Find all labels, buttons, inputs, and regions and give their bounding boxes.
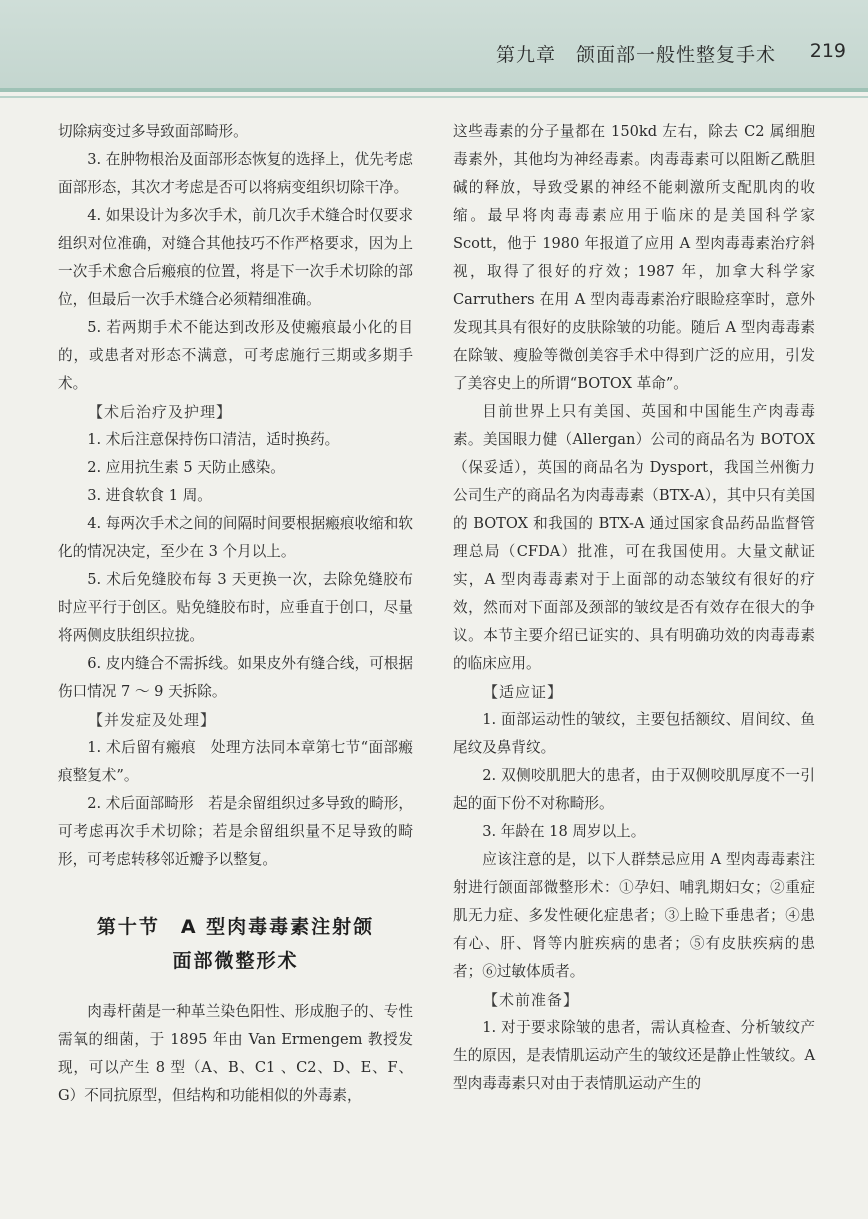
section-title <box>58 910 413 978</box>
list-item: 1. 对于要求除皱的患者，需认真检查、分析皱纹产生的原因，是表情肌运动产生的皱纹还是静止性皱纹。A 型肉毒毒素只对由于表情肌运动产生的 <box>453 1019 815 1092</box>
paragraph: 5. 若两期手术不能达到改形及使瘢痕最小化的目的，或患者对形态不满意，可考虑施行三期或多期手术。 <box>58 319 413 392</box>
subheading-complications: 【并发症及处理】 <box>88 711 217 729</box>
list-item: 2. 应用抗生素 5 天防止感染。 <box>87 459 285 476</box>
list-item: 4. 每两次手术之间的间隔时间要根据瘢痕收缩和软化的情况决定，至少在 3 个月以上。 <box>58 515 413 560</box>
paragraph: 肉毒杆菌是一种革兰染色阳性、形成胞子的、专性需氧的细菌，于 1895 年由 Van Ermengem 教授发现，可以产生 8 型（A、B、C1 、C2、D、E、F、G）不同抗原型，但结构和功能相似的外毒素， <box>58 1003 413 1104</box>
header-rule-thin <box>0 96 868 98</box>
list-item: 2. 术后面部畸形 若是余留组织过多导致的畸形，可考虑再次手术切除；若是余留组织量不足导致的畸形，可考虑转移邻近瓣予以整复。 <box>58 795 413 868</box>
paragraph: 应该注意的是，以下人群禁忌应用 A 型肉毒毒素注射进行颌面部微整形术：①孕妇、哺乳期妇女；②重症肌无力症、多发性硬化症患者；③上睑下垂患者；④患有心、肝、肾等内脏疾病的患者；⑤有皮肤疾病的患者；⑥过敏体质者。 <box>453 851 815 980</box>
paragraph: 目前世界上只有美国、英国和中国能生产肉毒毒素。美国眼力健（Allergan）公司的商品名为 BOTOX（保妥适），英国的商品名为 Dysport，我国兰州衡力公司生产的商品名为肉毒毒素（BTX-A），其中只有美国的 BOTOX 和我国的 BTX-A 通过国家食品药品监督管理总局（CFDA）批准，可在我国使用。大量文献证实，A 型肉毒毒素对于上面部的动态皱纹有很好的疗效，然而对下面部及颈部的皱纹是否有效存在很大的争议。本节主要介绍已证实的、具有明确功效的肉毒毒素的临床应用。 <box>453 403 815 672</box>
page-number: 219 <box>809 40 846 62</box>
subheading-preop-preparation: 【术前准备】 <box>483 991 580 1009</box>
list-item: 3. 进食软食 1 周。 <box>87 487 212 504</box>
section-title-line1: 第十节 A 型肉毒毒素注射颌 <box>96 916 375 938</box>
header-rule <box>0 88 868 92</box>
paragraph: 这些毒素的分子量都在 150kd 左右，除去 C2 属细胞毒素外，其他均为神经毒素。肉毒毒素可以阻断乙酰胆碱的释放，导致受累的神经不能刺激所支配肌肉的收缩。最早将肉毒毒素应用于临床的是美国科学家 Scott，他于 1980 年报道了应用 A 型肉毒毒素治疗斜视，取得了很好的疗效；1987 年，加拿大科学家 Carruthers 在用 A 型肉毒毒素治疗眼睑痉挛时，意外发现其具有很好的皮肤除皱的功能。随后 A 型肉毒毒素在除皱、瘦脸等微创美容手术中得到广泛的应用，引发了美容史上的所谓“BOTOX 革命”。 <box>453 123 815 392</box>
list-item: 1. 术后注意保持伤口清洁，适时换药。 <box>87 431 340 448</box>
list-item: 6. 皮内缝合不需拆线。如果皮外有缝合线，可根据伤口情况 7 ～ 9 天拆除。 <box>58 655 413 700</box>
left-column <box>58 118 413 1110</box>
list-item: 3. 年龄在 18 周岁以上。 <box>482 823 646 840</box>
paragraph: 4. 如果设计为多次手术，前几次手术缝合时仅要求组织对位准确，对缝合其他技巧不作严格要求，因为上一次手术愈合后瘢痕的位置，将是下一次手术切除的部位，但最后一次手术缝合必须精细准确。 <box>58 207 413 308</box>
chapter-title: 第九章 颌面部一般性整复手术 <box>495 44 776 66</box>
list-item: 5. 术后免缝胶布每 3 天更换一次，去除免缝胶布时应平行于创区。贴免缝胶布时，应垂直于创口，尽量将两侧皮肤组织拉拢。 <box>58 571 413 644</box>
subheading-postop-care: 【术后治疗及护理】 <box>88 403 233 421</box>
list-item: 1. 面部运动性的皱纹，主要包括额纹、眉间纹、鱼尾纹及鼻背纹。 <box>453 711 815 756</box>
list-item: 2. 双侧咬肌肥大的患者，由于双侧咬肌厚度不一引起的面下份不对称畸形。 <box>453 767 815 812</box>
section-title-line2: 面部微整形术 <box>172 950 299 972</box>
right-column <box>453 118 815 1098</box>
list-item: 1. 术后留有瘢痕 处理方法同本章第七节“面部瘢痕整复术”。 <box>58 739 413 784</box>
paragraph: 3. 在肿物根治及面部形态恢复的选择上，优先考虑面部形态，其次才考虑是否可以将病变组织切除干净。 <box>58 151 413 196</box>
subheading-indications: 【适应证】 <box>483 683 564 701</box>
paragraph: 切除病变过多导致面部畸形。 <box>58 123 248 140</box>
